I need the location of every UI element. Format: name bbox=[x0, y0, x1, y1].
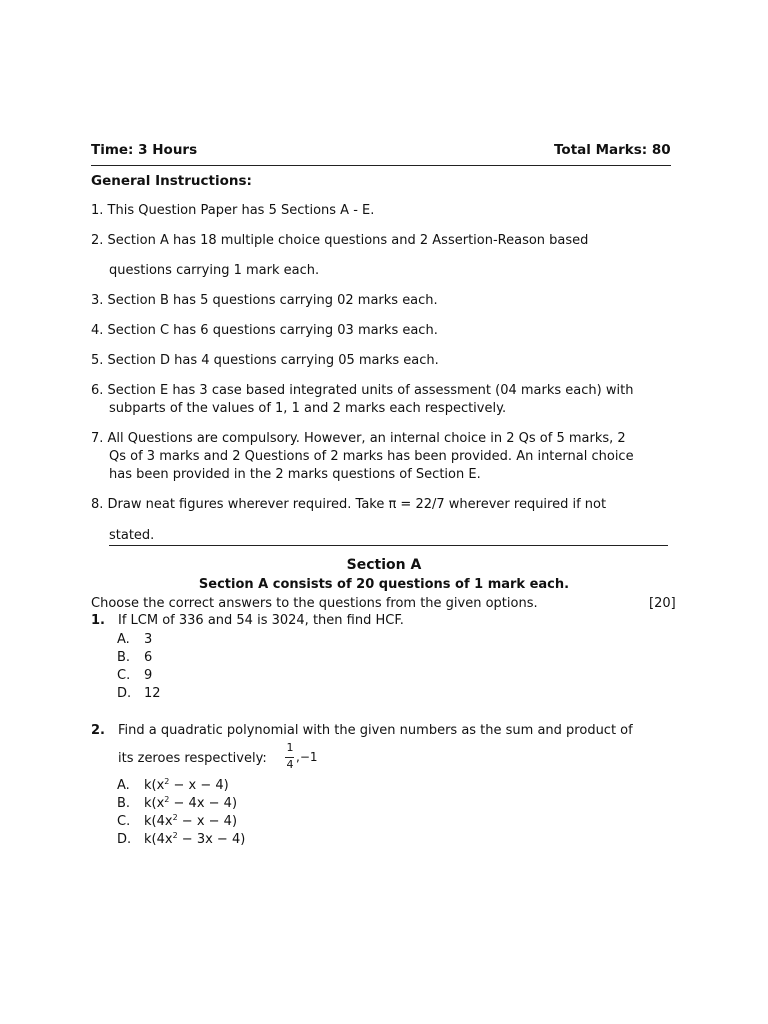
exam-total-marks: Total Marks: 80 bbox=[554, 142, 671, 158]
section-subtitle: Section A consists of 20 questions of 1 mark each. bbox=[198, 577, 570, 592]
instructions-title: General Instructions: bbox=[91, 173, 252, 189]
section-marks: [20] bbox=[649, 596, 676, 611]
question-2-number: 2. bbox=[91, 723, 105, 738]
section-directions: Choose the correct answers to the questions from the given options. bbox=[91, 596, 538, 611]
fraction-numerator: 1 bbox=[286, 741, 294, 754]
instructions-divider bbox=[109, 545, 668, 546]
question-2-option-b: B. $k(x^2 - 4x - 4)$ bbox=[117, 795, 238, 811]
instruction-8: 8. Draw neat figures wherever required. Take π = 22/7 wherever required if not bbox=[91, 497, 607, 512]
question-1-number: 1. bbox=[91, 613, 105, 628]
instruction-8-cont: stated. bbox=[109, 528, 155, 543]
instruction-3: 3. Section B has 5 questions carrying 02 marks each. bbox=[91, 293, 438, 308]
section-title: Section A bbox=[346, 557, 422, 573]
question-1-option-b: B. 6 bbox=[117, 650, 153, 665]
question-2-text-line2: its zeroes respectively: bbox=[118, 751, 267, 766]
question-1-text: If LCM of 336 and 54 is 3024, then find HCF. bbox=[118, 613, 404, 628]
exam-time: Time: 3 Hours bbox=[91, 142, 198, 158]
instruction-2-cont: questions carrying 1 mark each. bbox=[109, 263, 320, 278]
instruction-2: 2. Section A has 18 multiple choice questions and 2 Assertion-Reason based bbox=[91, 233, 589, 248]
question-2-option-a: A. $k(x^2 - x - 4)$ bbox=[117, 777, 229, 793]
question-2-text: Find a quadratic polynomial with the given numbers as the sum and product of bbox=[118, 723, 633, 738]
question-1-option-a: A. 3 bbox=[117, 632, 153, 647]
fraction-denominator: 4 bbox=[286, 758, 294, 771]
instruction-5: 5. Section D has 4 questions carrying 05 marks each. bbox=[91, 353, 439, 368]
instruction-7: 7. All Questions are compulsory. However, an internal choice in 2 Qs of 5 marks, 2 bbox=[91, 431, 626, 446]
instruction-4: 4. Section C has 6 questions carrying 03 marks each. bbox=[91, 323, 438, 338]
instruction-7-cont-1: Qs of 3 marks and 2 Questions of 2 marks has been provided. An internal choice bbox=[109, 449, 634, 464]
instruction-6: 6. Section E has 3 case based integrated units of assessment (04 marks each) with bbox=[91, 383, 634, 398]
question-1-option-c: C. 9 bbox=[117, 668, 153, 683]
question-2-option-c: C. $k(4x^2 - x - 4)$ bbox=[117, 813, 238, 829]
fraction-tail: ,−1 bbox=[296, 750, 318, 764]
question-2-option-d: D. $k(4x^2 - 3x - 4)$ bbox=[117, 831, 246, 847]
question-1-option-d: D. 12 bbox=[117, 686, 161, 701]
instruction-6-cont: subparts of the values of 1, 1 and 2 marks each respectively. bbox=[109, 401, 507, 416]
instruction-7-cont-2: has been provided in the 2 marks questions of Section E. bbox=[109, 467, 481, 482]
instruction-1: 1. This Question Paper has 5 Sections A - E. bbox=[91, 203, 375, 218]
header-divider bbox=[91, 165, 671, 166]
